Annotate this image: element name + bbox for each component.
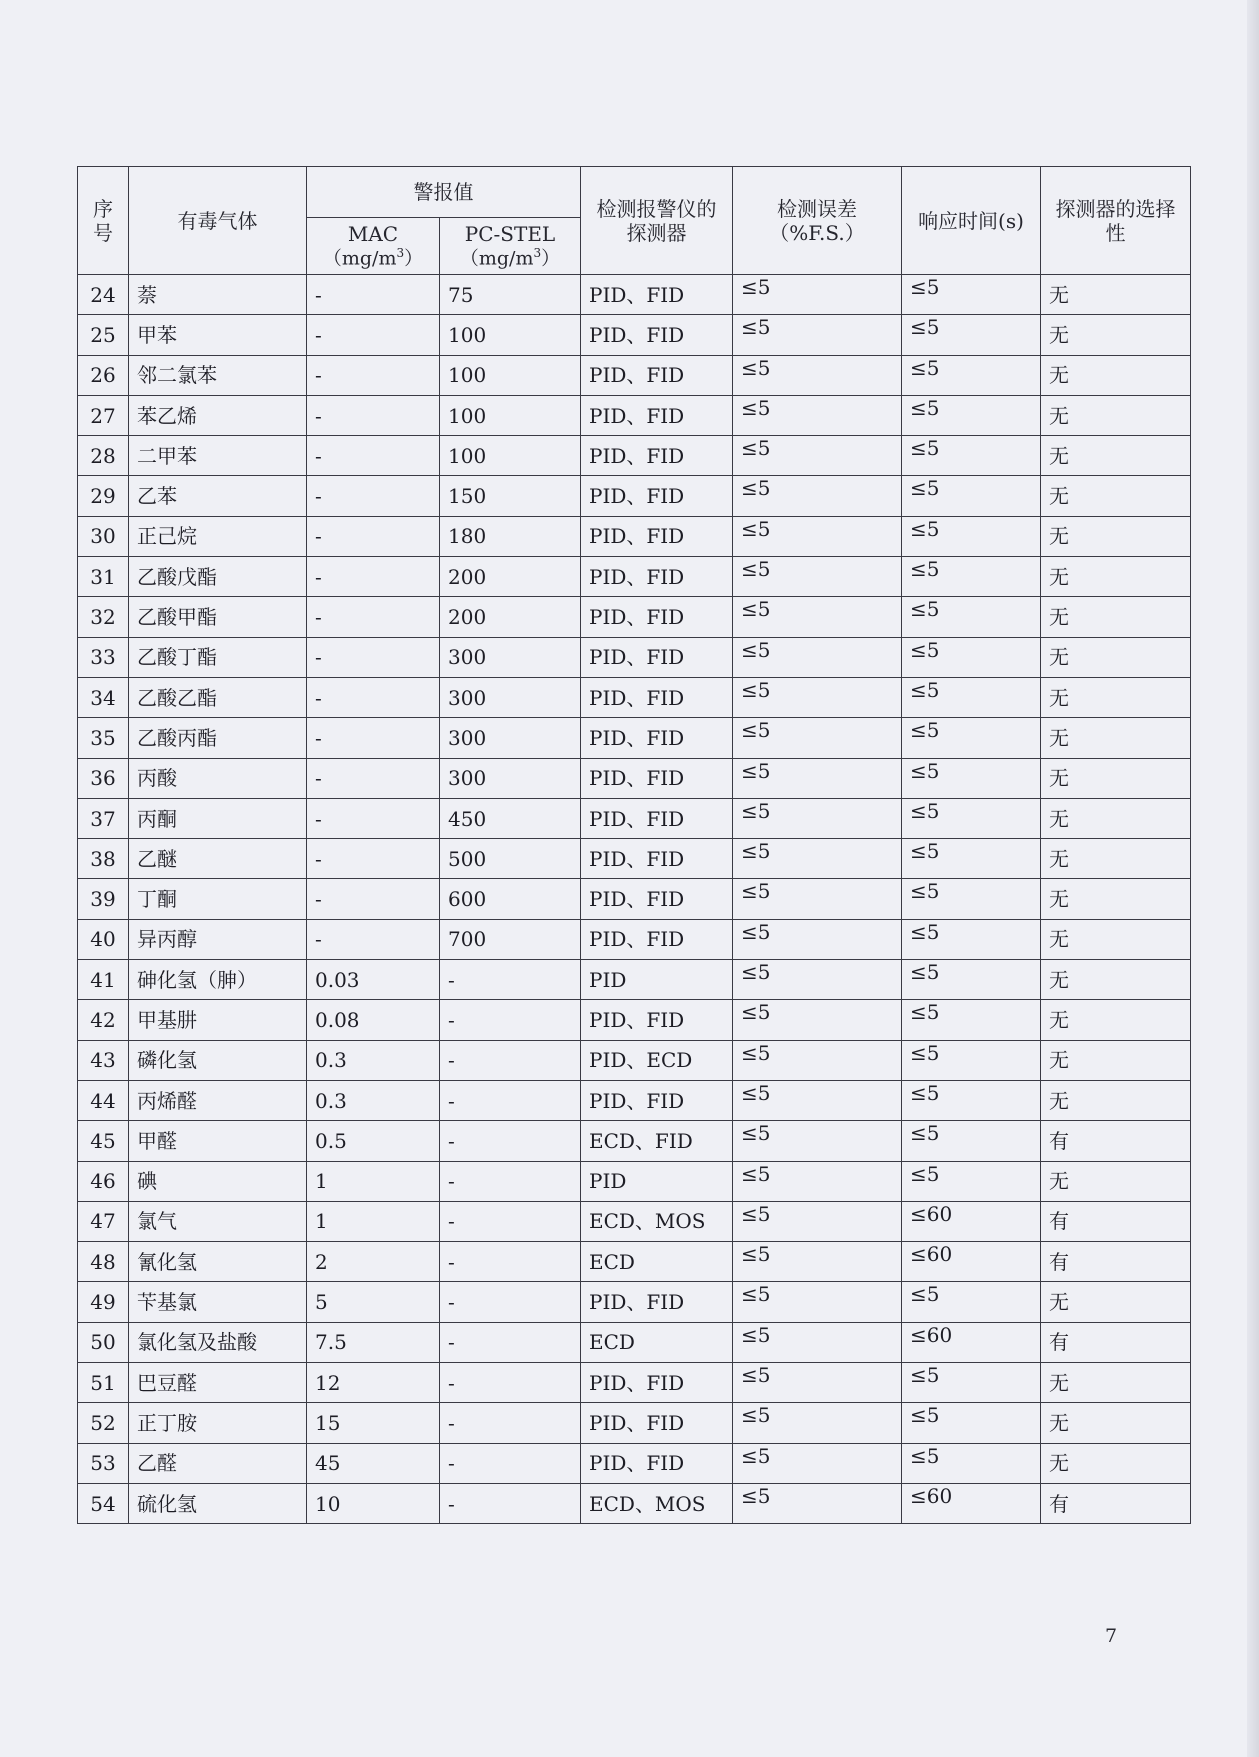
cell-response-time: ≤5	[902, 395, 1041, 435]
cell-pc-stel: -	[440, 1080, 581, 1120]
table-row	[78, 879, 1191, 919]
table-row	[78, 637, 1191, 677]
cell-detection-error: ≤5	[733, 677, 902, 717]
cell-gas-name: 异丙醇	[129, 919, 307, 959]
cell-detector: PID、FID	[581, 1443, 733, 1483]
cell-selectivity: 无	[1041, 879, 1191, 919]
cell-pc-stel: 200	[440, 557, 581, 597]
cell-detection-error: ≤5	[733, 1000, 902, 1040]
table-row	[78, 960, 1191, 1000]
cell-detector: PID、FID	[581, 516, 733, 556]
cell-detector: PID、FID	[581, 1403, 733, 1443]
cell-detector: ECD	[581, 1322, 733, 1362]
cell-detection-error: ≤5	[733, 355, 902, 395]
cell-index: 37	[78, 798, 129, 838]
header-gas: 有毒气体	[129, 167, 307, 275]
cell-pc-stel: 200	[440, 597, 581, 637]
cell-selectivity: 无	[1041, 355, 1191, 395]
cell-response-time: ≤5	[902, 798, 1041, 838]
table-row	[78, 315, 1191, 355]
table-row	[78, 1040, 1191, 1080]
table-body	[78, 275, 1191, 1524]
cell-detector: ECD、MOS	[581, 1201, 733, 1241]
cell-detection-error: ≤5	[733, 1161, 902, 1201]
cell-detector: PID、FID	[581, 677, 733, 717]
toxic-gas-alarm-table	[77, 166, 1191, 1524]
cell-selectivity: 有	[1041, 1322, 1191, 1362]
cell-index: 41	[78, 960, 129, 1000]
cell-pc-stel: -	[440, 1121, 581, 1161]
cell-mac: -	[307, 436, 440, 476]
cell-index: 46	[78, 1161, 129, 1201]
cell-gas-name: 二甲苯	[129, 436, 307, 476]
cell-mac: 0.3	[307, 1040, 440, 1080]
table-row	[78, 1483, 1191, 1523]
header-response-time: 响应时间(s)	[902, 167, 1041, 275]
cell-mac: 1	[307, 1201, 440, 1241]
cell-index: 44	[78, 1080, 129, 1120]
cell-mac: -	[307, 839, 440, 879]
cell-mac: -	[307, 476, 440, 516]
cell-mac: -	[307, 879, 440, 919]
cell-detection-error: ≤5	[733, 1403, 902, 1443]
cell-index: 35	[78, 718, 129, 758]
cell-detector: PID、FID	[581, 355, 733, 395]
cell-mac: -	[307, 718, 440, 758]
cell-gas-name: 磷化氢	[129, 1040, 307, 1080]
cell-gas-name: 丁酮	[129, 879, 307, 919]
table-row	[78, 1443, 1191, 1483]
cell-detector: PID、FID	[581, 315, 733, 355]
cell-pc-stel: 700	[440, 919, 581, 959]
cell-response-time: ≤5	[902, 758, 1041, 798]
cell-response-time: ≤5	[902, 476, 1041, 516]
table-row	[78, 395, 1191, 435]
cell-detection-error: ≤5	[733, 557, 902, 597]
cell-gas-name: 苯乙烯	[129, 395, 307, 435]
cell-gas-name: 甲基肼	[129, 1000, 307, 1040]
cell-pc-stel: -	[440, 1201, 581, 1241]
cell-selectivity: 无	[1041, 1443, 1191, 1483]
cell-response-time: ≤5	[902, 1080, 1041, 1120]
cell-selectivity: 无	[1041, 798, 1191, 838]
cell-detection-error: ≤5	[733, 1201, 902, 1241]
cell-response-time: ≤5	[902, 1282, 1041, 1322]
cell-selectivity: 无	[1041, 597, 1191, 637]
cell-gas-name: 砷化氢（胂）	[129, 960, 307, 1000]
table-row	[78, 919, 1191, 959]
table-row	[78, 1322, 1191, 1362]
cell-index: 39	[78, 879, 129, 919]
cell-index: 47	[78, 1201, 129, 1241]
cell-detector: PID、FID	[581, 436, 733, 476]
cell-gas-name: 乙醚	[129, 839, 307, 879]
cell-response-time: ≤5	[902, 355, 1041, 395]
table-row	[78, 436, 1191, 476]
cell-detector: ECD、FID	[581, 1121, 733, 1161]
header-mac	[307, 218, 440, 275]
cell-detector: PID、FID	[581, 879, 733, 919]
cell-response-time: ≤60	[902, 1322, 1041, 1362]
cell-index: 45	[78, 1121, 129, 1161]
cell-detection-error: ≤5	[733, 758, 902, 798]
table-row	[78, 758, 1191, 798]
cell-detector: PID、FID	[581, 395, 733, 435]
cell-index: 29	[78, 476, 129, 516]
cell-response-time: ≤60	[902, 1242, 1041, 1282]
cell-mac: -	[307, 516, 440, 556]
cell-mac: 0.5	[307, 1121, 440, 1161]
cell-selectivity: 无	[1041, 718, 1191, 758]
cell-pc-stel: 100	[440, 395, 581, 435]
cell-detector: PID	[581, 1161, 733, 1201]
cell-index: 28	[78, 436, 129, 476]
cell-index: 43	[78, 1040, 129, 1080]
cell-detection-error: ≤5	[733, 1121, 902, 1161]
cell-index: 31	[78, 557, 129, 597]
cell-index: 48	[78, 1242, 129, 1282]
cell-pc-stel: 100	[440, 355, 581, 395]
cell-detection-error: ≤5	[733, 1040, 902, 1080]
cell-pc-stel: -	[440, 1443, 581, 1483]
cell-mac: 2	[307, 1242, 440, 1282]
cell-mac: 1	[307, 1161, 440, 1201]
cell-selectivity: 无	[1041, 1000, 1191, 1040]
table-row	[78, 1403, 1191, 1443]
header-detector: 检测报警仪的探测器	[581, 167, 733, 275]
cell-response-time: ≤5	[902, 1040, 1041, 1080]
page-edge-shadow	[1247, 0, 1259, 1757]
cell-gas-name: 正己烷	[129, 516, 307, 556]
cell-detector: PID、FID	[581, 275, 733, 315]
cell-detection-error: ≤5	[733, 960, 902, 1000]
cell-detection-error: ≤5	[733, 1443, 902, 1483]
header-pc-stel	[440, 218, 581, 275]
cell-gas-name: 巴豆醛	[129, 1363, 307, 1403]
cell-detection-error: ≤5	[733, 436, 902, 476]
cell-mac: -	[307, 758, 440, 798]
cell-pc-stel: 150	[440, 476, 581, 516]
cell-mac: -	[307, 557, 440, 597]
cell-index: 33	[78, 637, 129, 677]
cell-gas-name: 甲醛	[129, 1121, 307, 1161]
cell-mac: -	[307, 355, 440, 395]
cell-detector: PID、FID	[581, 758, 733, 798]
cell-detection-error: ≤5	[733, 718, 902, 758]
cell-detection-error: ≤5	[733, 1483, 902, 1523]
cell-selectivity: 无	[1041, 1282, 1191, 1322]
table-row	[78, 557, 1191, 597]
cell-gas-name: 氯化氢及盐酸	[129, 1322, 307, 1362]
cell-gas-name: 丙烯醛	[129, 1080, 307, 1120]
cell-detector: PID、FID	[581, 476, 733, 516]
header-stel-unit: $(mg/m^3)$	[459, 245, 561, 270]
cell-detector: PID、ECD	[581, 1040, 733, 1080]
cell-selectivity: 无	[1041, 839, 1191, 879]
cell-detector: PID	[581, 960, 733, 1000]
cell-gas-name: 硫化氢	[129, 1483, 307, 1523]
cell-gas-name: 甲苯	[129, 315, 307, 355]
cell-response-time: ≤5	[902, 557, 1041, 597]
cell-response-time: ≤5	[902, 315, 1041, 355]
cell-gas-name: 乙酸戊酯	[129, 557, 307, 597]
cell-detection-error: ≤5	[733, 919, 902, 959]
cell-selectivity: 无	[1041, 395, 1191, 435]
cell-pc-stel: 500	[440, 839, 581, 879]
cell-mac: 7.5	[307, 1322, 440, 1362]
page-number: 7	[1105, 1625, 1118, 1647]
cell-selectivity: 无	[1041, 315, 1191, 355]
cell-index: 25	[78, 315, 129, 355]
cell-selectivity: 有	[1041, 1201, 1191, 1241]
cell-mac: 12	[307, 1363, 440, 1403]
cell-detection-error: ≤5	[733, 516, 902, 556]
cell-detector: PID、FID	[581, 1282, 733, 1322]
header-detection-error: 检测误差（%F.S.）	[733, 167, 902, 275]
table-row	[78, 476, 1191, 516]
cell-gas-name: 正丁胺	[129, 1403, 307, 1443]
cell-selectivity: 无	[1041, 1403, 1191, 1443]
cell-gas-name: 萘	[129, 275, 307, 315]
cell-detector: ECD、MOS	[581, 1483, 733, 1523]
cell-gas-name: 氯气	[129, 1201, 307, 1241]
cell-gas-name: 苄基氯	[129, 1282, 307, 1322]
cell-selectivity: 无	[1041, 557, 1191, 597]
table-row	[78, 597, 1191, 637]
table-row	[78, 1282, 1191, 1322]
cell-response-time: ≤5	[902, 1161, 1041, 1201]
cell-response-time: ≤5	[902, 839, 1041, 879]
cell-pc-stel: 300	[440, 718, 581, 758]
table-row	[78, 275, 1191, 315]
cell-detection-error: ≤5	[733, 1363, 902, 1403]
cell-response-time: ≤5	[902, 1363, 1041, 1403]
cell-detection-error: ≤5	[733, 275, 902, 315]
cell-pc-stel: 180	[440, 516, 581, 556]
cell-detection-error: ≤5	[733, 1322, 902, 1362]
cell-response-time: ≤60	[902, 1483, 1041, 1523]
cell-response-time: ≤60	[902, 1201, 1041, 1241]
cell-selectivity: 无	[1041, 1161, 1191, 1201]
cell-response-time: ≤5	[902, 1121, 1041, 1161]
cell-index: 30	[78, 516, 129, 556]
cell-response-time: ≤5	[902, 1443, 1041, 1483]
cell-gas-name: 乙酸丙酯	[129, 718, 307, 758]
cell-index: 53	[78, 1443, 129, 1483]
cell-gas-name: 乙酸丁酯	[129, 637, 307, 677]
cell-detection-error: ≤5	[733, 315, 902, 355]
cell-pc-stel: 100	[440, 315, 581, 355]
cell-index: 42	[78, 1000, 129, 1040]
cell-response-time: ≤5	[902, 436, 1041, 476]
cell-index: 26	[78, 355, 129, 395]
table-row	[78, 1121, 1191, 1161]
cell-index: 27	[78, 395, 129, 435]
cell-pc-stel: -	[440, 1403, 581, 1443]
header-alarm-value: 警报值	[307, 167, 581, 218]
cell-index: 50	[78, 1322, 129, 1362]
cell-mac: -	[307, 798, 440, 838]
cell-response-time: ≤5	[902, 597, 1041, 637]
cell-detection-error: ≤5	[733, 1242, 902, 1282]
table-row	[78, 1000, 1191, 1040]
cell-detector: PID、FID	[581, 1000, 733, 1040]
table-row	[78, 839, 1191, 879]
cell-gas-name: 乙醛	[129, 1443, 307, 1483]
cell-selectivity: 无	[1041, 476, 1191, 516]
cell-selectivity: 无	[1041, 758, 1191, 798]
cell-selectivity: 无	[1041, 960, 1191, 1000]
cell-pc-stel: -	[440, 1483, 581, 1523]
cell-detector: PID、FID	[581, 597, 733, 637]
cell-response-time: ≤5	[902, 1403, 1041, 1443]
cell-mac: 45	[307, 1443, 440, 1483]
cell-pc-stel: 100	[440, 436, 581, 476]
table-row	[78, 798, 1191, 838]
cell-detection-error: ≤5	[733, 395, 902, 435]
cell-index: 40	[78, 919, 129, 959]
cell-mac: 0.08	[307, 1000, 440, 1040]
cell-gas-name: 丙酸	[129, 758, 307, 798]
cell-index: 34	[78, 677, 129, 717]
cell-pc-stel: -	[440, 1322, 581, 1362]
cell-pc-stel: 300	[440, 677, 581, 717]
cell-mac: -	[307, 677, 440, 717]
cell-gas-name: 乙酸乙酯	[129, 677, 307, 717]
cell-detector: PID、FID	[581, 718, 733, 758]
cell-selectivity: 无	[1041, 637, 1191, 677]
cell-selectivity: 无	[1041, 1080, 1191, 1120]
cell-gas-name: 乙酸甲酯	[129, 597, 307, 637]
cell-response-time: ≤5	[902, 919, 1041, 959]
cell-pc-stel: -	[440, 1363, 581, 1403]
cell-detector: ECD	[581, 1242, 733, 1282]
cell-pc-stel: 450	[440, 798, 581, 838]
cell-pc-stel: 600	[440, 879, 581, 919]
cell-selectivity: 无	[1041, 919, 1191, 959]
cell-index: 54	[78, 1483, 129, 1523]
cell-detector: PID、FID	[581, 1363, 733, 1403]
table-row	[78, 1080, 1191, 1120]
cell-response-time: ≤5	[902, 637, 1041, 677]
cell-detection-error: ≤5	[733, 879, 902, 919]
cell-selectivity: 无	[1041, 436, 1191, 476]
cell-pc-stel: -	[440, 1040, 581, 1080]
cell-index: 38	[78, 839, 129, 879]
cell-response-time: ≤5	[902, 960, 1041, 1000]
cell-detection-error: ≤5	[733, 1080, 902, 1120]
cell-mac: 5	[307, 1282, 440, 1322]
cell-gas-name: 碘	[129, 1161, 307, 1201]
cell-mac: -	[307, 395, 440, 435]
cell-detection-error: ≤5	[733, 476, 902, 516]
cell-pc-stel: 75	[440, 275, 581, 315]
cell-selectivity: 无	[1041, 1363, 1191, 1403]
cell-selectivity: 无	[1041, 1040, 1191, 1080]
header-mac-unit: $(mg/m^3)$	[322, 245, 424, 270]
cell-mac: 15	[307, 1403, 440, 1443]
cell-selectivity: 有	[1041, 1121, 1191, 1161]
table-row	[78, 677, 1191, 717]
table-row	[78, 516, 1191, 556]
cell-gas-name: 乙苯	[129, 476, 307, 516]
cell-index: 51	[78, 1363, 129, 1403]
cell-pc-stel: -	[440, 1242, 581, 1282]
cell-pc-stel: 300	[440, 758, 581, 798]
cell-detector: PID、FID	[581, 637, 733, 677]
cell-mac: 0.3	[307, 1080, 440, 1120]
cell-mac: -	[307, 597, 440, 637]
cell-detection-error: ≤5	[733, 839, 902, 879]
cell-pc-stel: -	[440, 960, 581, 1000]
cell-response-time: ≤5	[902, 516, 1041, 556]
cell-detection-error: ≤5	[733, 798, 902, 838]
cell-selectivity: 无	[1041, 677, 1191, 717]
table-row	[78, 1242, 1191, 1282]
table-row	[78, 1161, 1191, 1201]
cell-mac: 0.03	[307, 960, 440, 1000]
cell-selectivity: 有	[1041, 1242, 1191, 1282]
header-selectivity: 探测器的选择性	[1041, 167, 1191, 275]
cell-index: 36	[78, 758, 129, 798]
cell-selectivity: 无	[1041, 516, 1191, 556]
header-index: 序号	[78, 167, 129, 275]
cell-response-time: ≤5	[902, 879, 1041, 919]
cell-index: 24	[78, 275, 129, 315]
cell-response-time: ≤5	[902, 275, 1041, 315]
cell-detection-error: ≤5	[733, 1282, 902, 1322]
header-mac-label: MAC	[347, 221, 399, 246]
table-row	[78, 1363, 1191, 1403]
cell-index: 49	[78, 1282, 129, 1322]
table-row	[78, 718, 1191, 758]
cell-detector: PID、FID	[581, 798, 733, 838]
cell-detection-error: ≤5	[733, 597, 902, 637]
cell-detector: PID、FID	[581, 1080, 733, 1120]
cell-selectivity: 有	[1041, 1483, 1191, 1523]
cell-index: 32	[78, 597, 129, 637]
cell-pc-stel: -	[440, 1000, 581, 1040]
cell-mac: -	[307, 315, 440, 355]
cell-response-time: ≤5	[902, 677, 1041, 717]
cell-gas-name: 邻二氯苯	[129, 355, 307, 395]
cell-response-time: ≤5	[902, 1000, 1041, 1040]
cell-pc-stel: 300	[440, 637, 581, 677]
cell-mac: 10	[307, 1483, 440, 1523]
cell-selectivity: 无	[1041, 275, 1191, 315]
cell-detection-error: ≤5	[733, 637, 902, 677]
cell-mac: -	[307, 637, 440, 677]
cell-mac: -	[307, 919, 440, 959]
header-stel-label: PC-STEL	[464, 221, 556, 246]
cell-gas-name: 氰化氢	[129, 1242, 307, 1282]
cell-index: 52	[78, 1403, 129, 1443]
cell-response-time: ≤5	[902, 718, 1041, 758]
cell-detector: PID、FID	[581, 557, 733, 597]
cell-pc-stel: -	[440, 1161, 581, 1201]
table-row	[78, 1201, 1191, 1241]
cell-pc-stel: -	[440, 1282, 581, 1322]
cell-gas-name: 丙酮	[129, 798, 307, 838]
cell-detector: PID、FID	[581, 919, 733, 959]
cell-detector: PID、FID	[581, 839, 733, 879]
table-row	[78, 355, 1191, 395]
cell-mac: -	[307, 275, 440, 315]
